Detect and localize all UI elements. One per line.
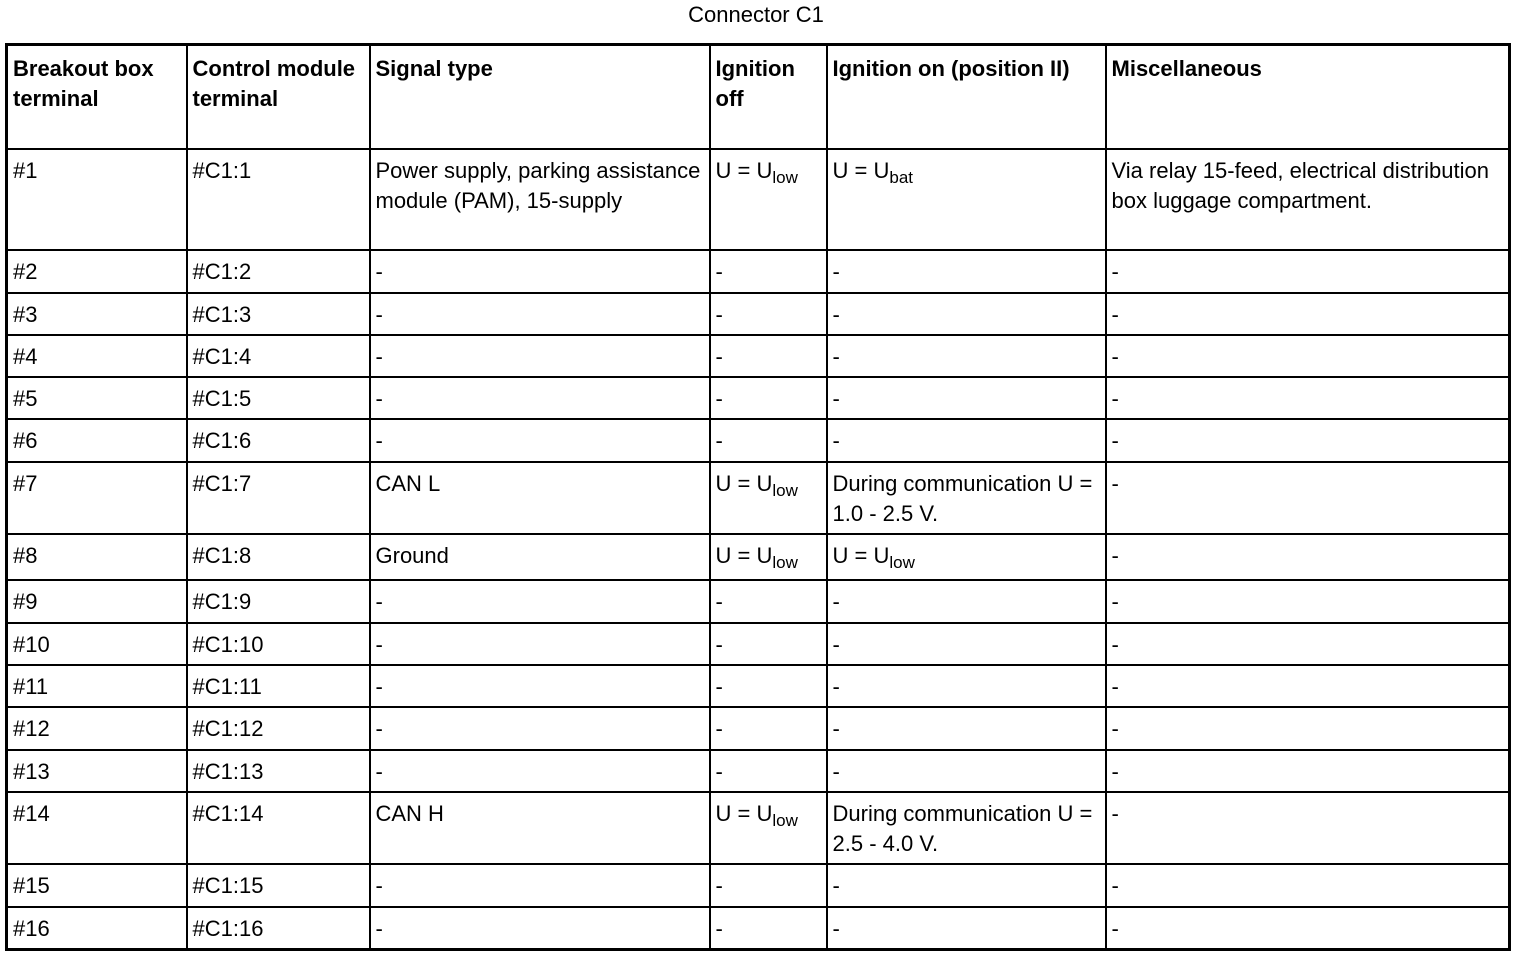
control-module-terminal-cell: #C1:1 <box>187 149 370 250</box>
value-subscript: low <box>772 810 798 830</box>
signal-type-cell: - <box>370 623 710 665</box>
value-text: - <box>832 427 840 453</box>
ignition-off-cell <box>710 792 827 864</box>
value-text: - <box>715 673 723 699</box>
miscellaneous-cell: - <box>1106 462 1510 534</box>
signal-type-cell: CAN H <box>370 792 710 864</box>
value-text: U = U <box>715 800 773 826</box>
miscellaneous-cell: - <box>1106 864 1510 907</box>
value-text: U = U <box>715 470 773 496</box>
table-row <box>7 580 1510 623</box>
table-row <box>7 864 1510 907</box>
value-text: - <box>715 915 723 941</box>
ignition-on-cell <box>827 907 1106 950</box>
ignition-off-cell <box>710 707 827 750</box>
header-row <box>7 45 1510 149</box>
value-text: U = U <box>715 157 773 183</box>
signal-type-cell: - <box>370 707 710 750</box>
ignition-on-cell <box>827 419 1106 462</box>
miscellaneous-cell: - <box>1106 792 1510 864</box>
miscellaneous-cell: - <box>1106 580 1510 623</box>
miscellaneous-cell: - <box>1106 293 1510 335</box>
ignition-on-cell <box>827 750 1106 792</box>
table-row <box>7 462 1510 534</box>
value-text: - <box>715 343 723 369</box>
value-text: - <box>715 631 723 657</box>
ignition-off-cell <box>710 250 827 293</box>
value-subscript: low <box>772 552 798 572</box>
ignition-on-cell <box>827 580 1106 623</box>
signal-type-cell: - <box>370 250 710 293</box>
breakout-terminal-cell: #1 <box>7 149 187 250</box>
value-text: - <box>715 758 723 784</box>
breakout-terminal-cell: #3 <box>7 293 187 335</box>
control-module-terminal-cell: #C1:5 <box>187 377 370 419</box>
value-text: During communication U = 1.0 - 2.5 V. <box>832 470 1093 526</box>
signal-type-cell: - <box>370 750 710 792</box>
miscellaneous-cell: - <box>1106 750 1510 792</box>
value-text: U = U <box>715 542 773 568</box>
control-module-terminal-cell: #C1:7 <box>187 462 370 534</box>
miscellaneous-cell: - <box>1106 623 1510 665</box>
ignition-on-cell <box>827 864 1106 907</box>
value-text: U = U <box>832 157 890 183</box>
ignition-off-cell <box>710 335 827 377</box>
control-module-terminal-cell: #C1:12 <box>187 707 370 750</box>
signal-type-cell: - <box>370 580 710 623</box>
breakout-terminal-cell: #9 <box>7 580 187 623</box>
ignition-on-cell <box>827 534 1106 580</box>
signal-type-cell: Power supply, parking assistance module (PAM), 15-supply <box>370 149 710 250</box>
table-row <box>7 335 1510 377</box>
table-row <box>7 293 1510 335</box>
miscellaneous-cell: - <box>1106 707 1510 750</box>
header-breakout-box-terminal: Breakout box terminal <box>7 45 187 149</box>
control-module-terminal-cell: #C1:2 <box>187 250 370 293</box>
control-module-terminal-cell: #C1:6 <box>187 419 370 462</box>
value-text: - <box>832 258 840 284</box>
breakout-terminal-cell: #7 <box>7 462 187 534</box>
table-caption: Connector C1 <box>688 2 824 27</box>
value-text: - <box>832 915 840 941</box>
signal-type-cell: - <box>370 335 710 377</box>
ignition-on-cell <box>827 250 1106 293</box>
ignition-on-cell <box>827 377 1106 419</box>
control-module-terminal-cell: #C1:16 <box>187 907 370 950</box>
value-text: - <box>832 673 840 699</box>
ignition-on-cell <box>827 293 1106 335</box>
miscellaneous-cell: - <box>1106 534 1510 580</box>
value-subscript: low <box>772 167 798 187</box>
control-module-terminal-cell: #C1:8 <box>187 534 370 580</box>
breakout-terminal-cell: #13 <box>7 750 187 792</box>
table-row <box>7 149 1510 250</box>
value-text: - <box>715 872 723 898</box>
table-row <box>7 907 1510 950</box>
value-text: - <box>832 872 840 898</box>
value-text: - <box>832 385 840 411</box>
miscellaneous-cell: Via relay 15-feed, electrical distribution box luggage compartment. <box>1106 149 1510 250</box>
miscellaneous-cell: - <box>1106 377 1510 419</box>
table-row <box>7 665 1510 707</box>
control-module-terminal-cell: #C1:14 <box>187 792 370 864</box>
header-ignition-on: Ignition on (position II) <box>827 45 1106 149</box>
header-ignition-off: Ignition off <box>710 45 827 149</box>
breakout-terminal-cell: #11 <box>7 665 187 707</box>
ignition-on-cell <box>827 335 1106 377</box>
breakout-terminal-cell: #6 <box>7 419 187 462</box>
ignition-on-cell <box>827 665 1106 707</box>
miscellaneous-cell: - <box>1106 419 1510 462</box>
header-miscellaneous: Miscellaneous <box>1106 45 1510 149</box>
breakout-terminal-cell: #5 <box>7 377 187 419</box>
ignition-on-cell <box>827 792 1106 864</box>
ignition-off-cell <box>710 149 827 250</box>
value-text: - <box>832 715 840 741</box>
control-module-terminal-cell: #C1:13 <box>187 750 370 792</box>
ignition-on-cell <box>827 707 1106 750</box>
signal-type-cell: - <box>370 293 710 335</box>
table-row <box>7 792 1510 864</box>
value-text: - <box>715 427 723 453</box>
ignition-off-cell <box>710 623 827 665</box>
ignition-on-cell <box>827 149 1106 250</box>
ignition-off-cell <box>710 377 827 419</box>
breakout-terminal-cell: #15 <box>7 864 187 907</box>
value-text: U = U <box>832 542 890 568</box>
signal-type-cell: - <box>370 377 710 419</box>
header-control-module-terminal: Control module terminal <box>187 45 370 149</box>
control-module-terminal-cell: #C1:11 <box>187 665 370 707</box>
ignition-off-cell <box>710 665 827 707</box>
table-row <box>7 377 1510 419</box>
control-module-terminal-cell: #C1:4 <box>187 335 370 377</box>
table-row <box>7 750 1510 792</box>
breakout-terminal-cell: #12 <box>7 707 187 750</box>
value-text: - <box>832 301 840 327</box>
breakout-terminal-cell: #14 <box>7 792 187 864</box>
signal-type-cell: CAN L <box>370 462 710 534</box>
table-row <box>7 250 1510 293</box>
connector-table <box>5 43 1511 951</box>
ignition-off-cell <box>710 293 827 335</box>
breakout-terminal-cell: #4 <box>7 335 187 377</box>
miscellaneous-cell: - <box>1106 335 1510 377</box>
table-row <box>7 623 1510 665</box>
value-text: - <box>832 631 840 657</box>
ignition-off-cell <box>710 580 827 623</box>
control-module-terminal-cell: #C1:9 <box>187 580 370 623</box>
signal-type-cell: Ground <box>370 534 710 580</box>
value-text: - <box>715 258 723 284</box>
ignition-off-cell <box>710 750 827 792</box>
ignition-off-cell <box>710 907 827 950</box>
value-text: - <box>832 758 840 784</box>
value-subscript: low <box>889 552 915 572</box>
control-module-terminal-cell: #C1:15 <box>187 864 370 907</box>
breakout-terminal-cell: #8 <box>7 534 187 580</box>
breakout-terminal-cell: #2 <box>7 250 187 293</box>
header-signal-type: Signal type <box>370 45 710 149</box>
value-text: - <box>715 385 723 411</box>
control-module-terminal-cell: #C1:10 <box>187 623 370 665</box>
value-subscript: low <box>772 480 798 500</box>
breakout-terminal-cell: #16 <box>7 907 187 950</box>
control-module-terminal-cell: #C1:3 <box>187 293 370 335</box>
signal-type-cell: - <box>370 419 710 462</box>
ignition-on-cell <box>827 623 1106 665</box>
ignition-off-cell <box>710 534 827 580</box>
value-text: - <box>715 588 723 614</box>
value-subscript: bat <box>889 167 913 187</box>
miscellaneous-cell: - <box>1106 907 1510 950</box>
signal-type-cell: - <box>370 665 710 707</box>
ignition-off-cell <box>710 462 827 534</box>
miscellaneous-cell: - <box>1106 665 1510 707</box>
ignition-off-cell <box>710 419 827 462</box>
value-text: During communication U = 2.5 - 4.0 V. <box>832 800 1093 856</box>
value-text: - <box>715 715 723 741</box>
table-row <box>7 534 1510 580</box>
ignition-off-cell <box>710 864 827 907</box>
value-text: - <box>832 588 840 614</box>
table-row <box>7 419 1510 462</box>
table-row <box>7 707 1510 750</box>
miscellaneous-cell: - <box>1106 250 1510 293</box>
value-text: - <box>832 343 840 369</box>
signal-type-cell: - <box>370 864 710 907</box>
value-text: - <box>715 301 723 327</box>
ignition-on-cell <box>827 462 1106 534</box>
breakout-terminal-cell: #10 <box>7 623 187 665</box>
signal-type-cell: - <box>370 907 710 950</box>
